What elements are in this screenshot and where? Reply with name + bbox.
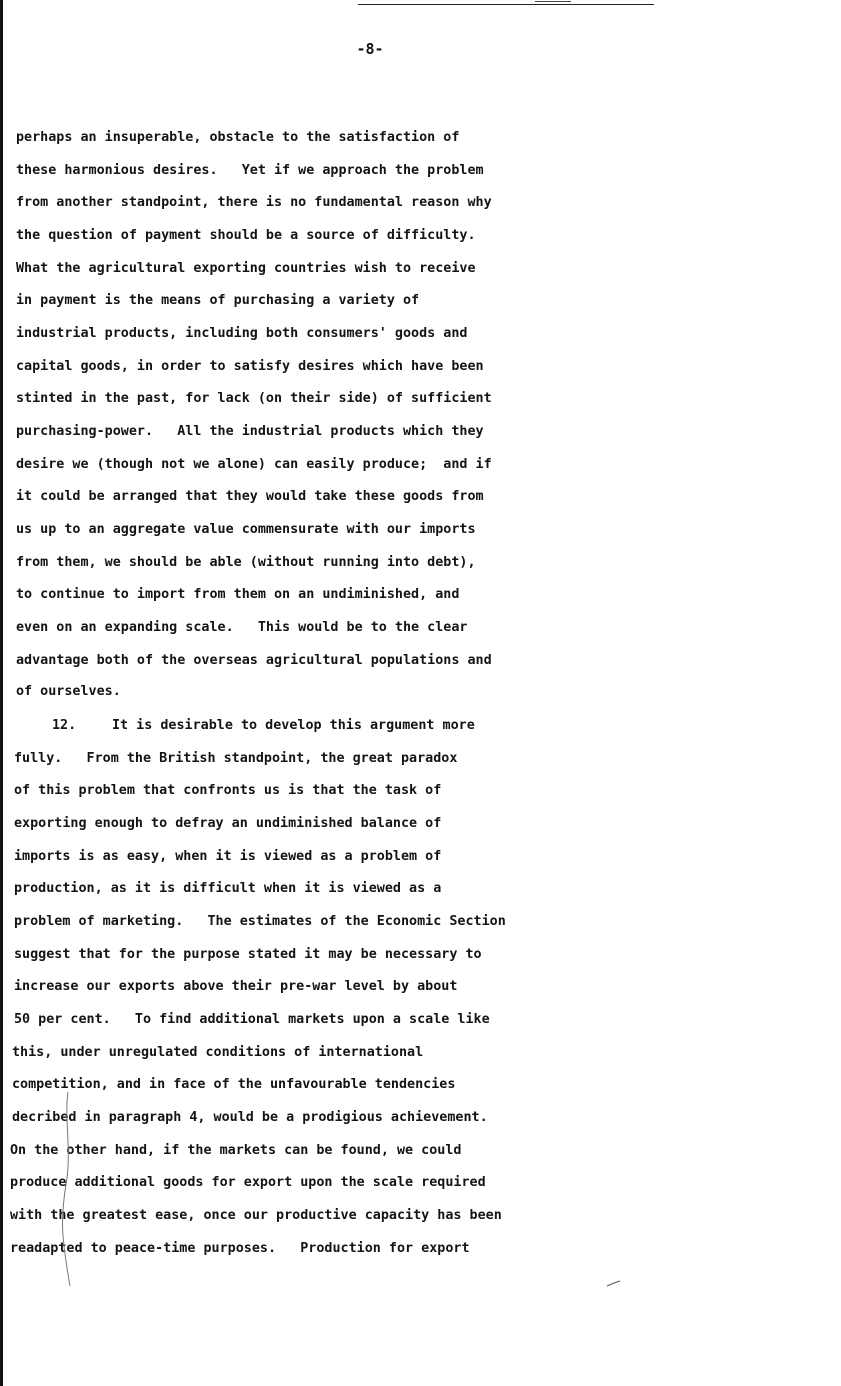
text-line: capital goods, in order to satisfy desires which have been	[16, 359, 484, 374]
top-rule-line	[358, 4, 654, 5]
text-line: perhaps an insuperable, obstacle to the satisfaction of	[16, 130, 460, 145]
text-line: these harmonious desires. Yet if we approach the problem	[16, 163, 484, 178]
text-line: readapted to peace-time purposes. Production for export	[10, 1241, 470, 1256]
text-line: fully. From the British standpoint, the great paradox	[14, 751, 458, 766]
text-line: even on an expanding scale. This would be to the clear	[16, 620, 468, 635]
text-line: What the agricultural exporting countries wish to receive	[16, 261, 476, 276]
text-line: On the other hand, if the markets can be found, we could	[10, 1143, 462, 1158]
text-line: imports is as easy, when it is viewed as a problem of	[14, 849, 442, 864]
text-line: this, under unregulated conditions of international	[12, 1045, 424, 1060]
text-line: increase our exports above their pre-war level by about	[14, 979, 458, 994]
text-line: competition, and in face of the unfavourable tendencies	[12, 1077, 456, 1092]
text-line: from them, we should be able (without running into debt),	[16, 555, 476, 570]
text-line: us up to an aggregate value commensurate with our imports	[16, 522, 476, 537]
stray-mark-icon	[606, 1280, 622, 1288]
text-line: desire we (though not we alone) can easily produce; and if	[16, 457, 492, 472]
scan-left-edge	[0, 0, 3, 1386]
text-line: production, as it is difficult when it is viewed as a	[14, 881, 442, 896]
text-line: industrial products, including both consumers' goods and	[16, 326, 468, 341]
text-line: suggest that for the purpose stated it may be necessary to	[14, 947, 482, 962]
text-line: It is desirable to develop this argument more	[112, 718, 475, 733]
text-line: exporting enough to defray an undiminished balance of	[14, 816, 442, 831]
top-rule-fragment	[535, 1, 571, 2]
text-line: to continue to import from them on an undiminished, and	[16, 587, 460, 602]
text-line: of this problem that confronts us is that the task of	[14, 783, 442, 798]
text-line: produce additional goods for export upon the scale required	[10, 1175, 486, 1190]
text-line: from another standpoint, there is no fundamental reason why	[16, 195, 492, 210]
page-number: -8-	[356, 40, 384, 58]
text-line: problem of marketing. The estimates of the Economic Section	[14, 914, 506, 929]
text-line: of ourselves.	[16, 684, 121, 699]
pencil-mark-icon	[50, 1090, 90, 1290]
text-line: in payment is the means of purchasing a variety of	[16, 293, 420, 308]
text-line: advantage both of the overseas agricultural populations and	[16, 653, 492, 668]
text-line: it could be arranged that they would take these goods from	[16, 489, 484, 504]
text-line: stinted in the past, for lack (on their side) of sufficient	[16, 391, 492, 406]
text-line: purchasing-power. All the industrial products which they	[16, 424, 484, 439]
text-line: with the greatest ease, once our productive capacity has been	[10, 1208, 502, 1223]
text-line: 50 per cent. To find additional markets upon a scale like	[14, 1012, 490, 1027]
text-line: decribed in paragraph 4, would be a prodigious achievement.	[12, 1110, 488, 1125]
paragraph-number: 12.	[52, 718, 77, 733]
text-line: the question of payment should be a source of difficulty.	[16, 228, 476, 243]
